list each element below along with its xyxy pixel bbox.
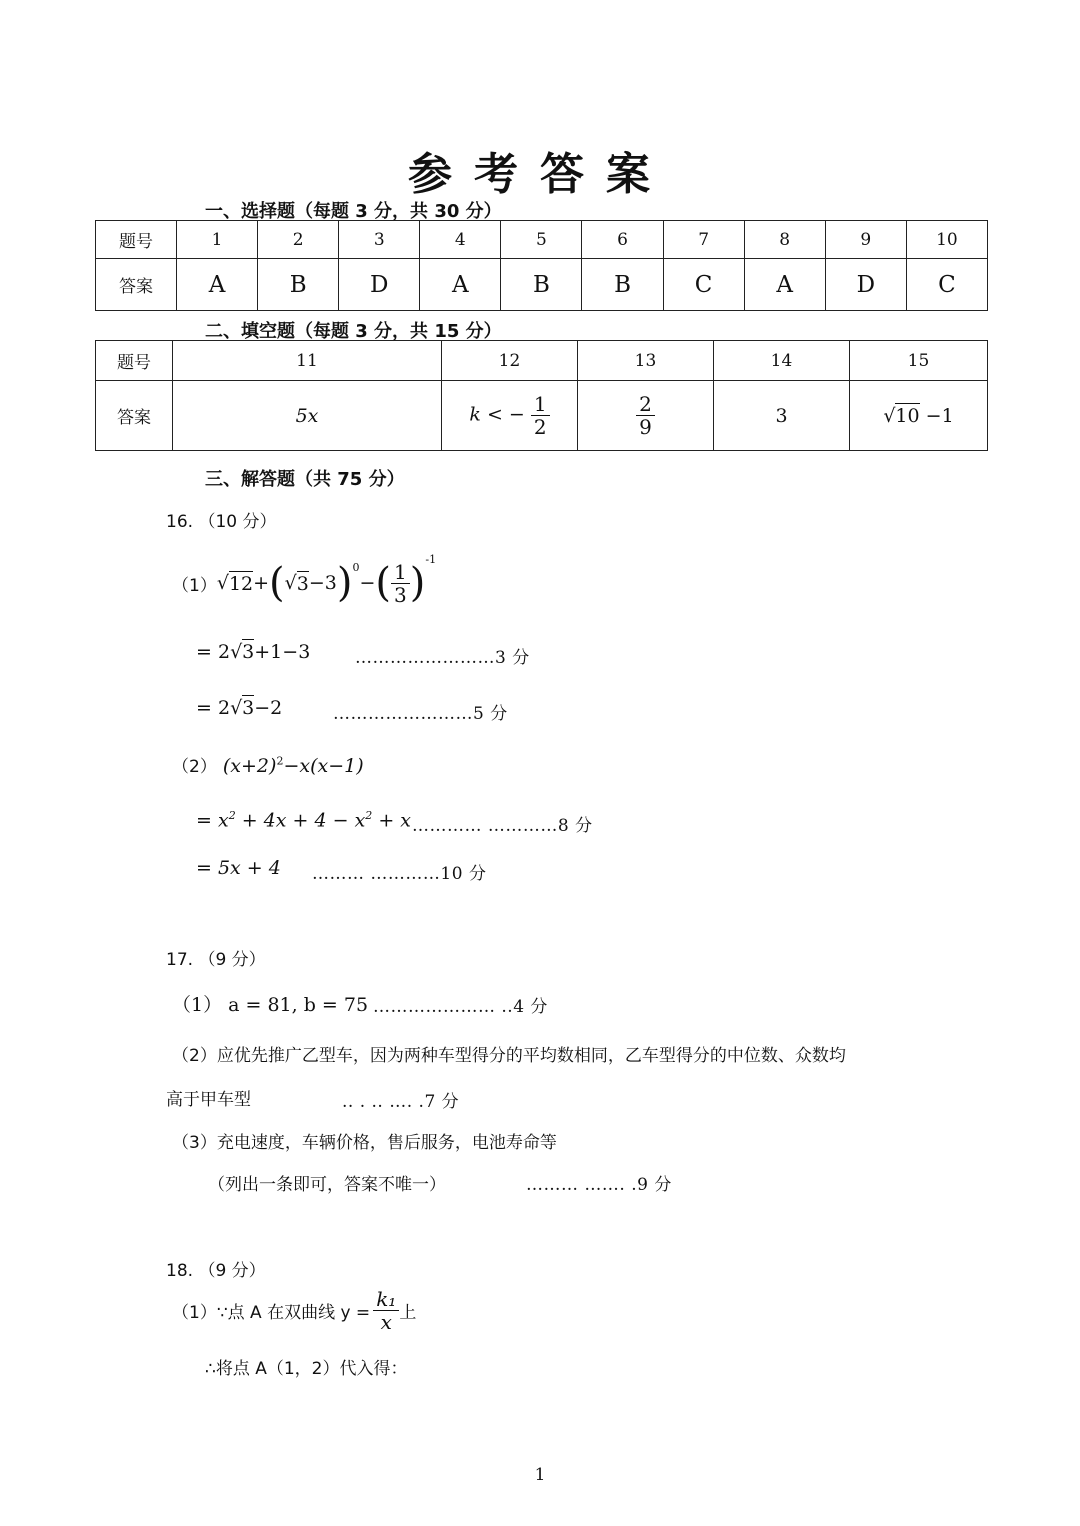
radicand: 3 [242,697,255,719]
page-title: 参考答案 [408,149,672,200]
question-number: 14 [714,341,850,381]
q17-heading: 17. （9 分） [166,950,266,970]
answer-cell-15: √10 −1 [850,381,988,451]
question-number: 7 [663,221,744,259]
question-number: 2 [258,221,339,259]
answer-cell: D [339,259,420,311]
question-number: 9 [825,221,906,259]
radicand: 3 [242,641,255,663]
q16-step4-score: ……… …………10 分 [312,864,487,884]
q16-part1-expression: （1） √ 12 + ( √ 3 −3 ) $^0$ − ( $\frac{1}{3}$ ) $^{-1}$ [172,553,437,607]
q17-part3: （3）充电速度，车辆价格，售后服务，电池寿命等 [172,1133,557,1153]
question-number: 8 [744,221,825,259]
q17-part2-continued: 高于甲车型 [166,1090,251,1110]
question-label: 题号 [96,221,177,259]
rest-expression: −x(x−1) [283,755,364,777]
numerator: k₁ [373,1288,399,1311]
radicand: 10 [895,404,920,427]
answer-label: 答案 [96,381,173,451]
fraction [391,561,410,606]
q17-part1: （1） a = 81, b = 75 [172,994,369,1016]
question-label: 题号 [96,341,173,381]
denominator: x [380,1310,392,1334]
section-solution-heading: 三、解答题（共 75 分） [205,469,405,490]
fill-answer-table [95,340,988,451]
answer-cell-11: 5x [173,381,442,451]
answer-cell: B [258,259,339,311]
q17-part3-score: ……… ……. .9 分 [526,1175,672,1195]
fill-answer-row [96,381,988,451]
q16-step2-score: ……………………5 分 [333,704,508,724]
question-number: 12 [442,341,578,381]
answer-12-prefix: k < − [469,403,525,426]
choice-answer-row [96,259,988,311]
step-suffix: −2 [254,697,283,719]
step-prefix: = 2 [196,697,231,719]
answer-cell: C [906,259,987,311]
answer-cell: A [420,259,501,311]
part-label: （1） [172,575,217,596]
q16-step3: = $x^2 + 4x + 4 - x^2 + x$ [196,809,412,832]
radicand: 12 [228,573,254,595]
q16-heading: 16. （10 分） [166,512,277,532]
answer-cell: B [501,259,582,311]
q17-part1-score: ………………… ..4 分 [373,997,548,1017]
answer-15-suffix: −1 [925,404,954,427]
q16-part2-expression [172,752,364,777]
q16-step1-score: ……………………3 分 [355,648,530,668]
denominator: 3 [394,582,407,607]
q16-step3-score: ………… …………8 分 [412,816,593,836]
fraction [531,393,550,438]
numerator: 1 [531,393,550,416]
question-number: 1 [177,221,258,259]
fraction [636,393,655,438]
section-choice-heading: 一、选择题（每题 3 分，共 30 分） [205,201,502,222]
q16-step2: = 2√3−2 [196,697,283,719]
q18-part1-text: （1）∵点 A 在双曲线 y = [172,1303,371,1323]
numerator: 2 [636,393,655,416]
q16-step1: = 2√3+1−3 [196,641,311,663]
part-label: （2） [172,757,217,777]
denominator: 2 [533,415,547,439]
term: + x [372,809,412,832]
choice-answer-table [95,220,988,311]
term: = x [196,809,229,832]
exponent: -1 [425,553,437,566]
question-number: 11 [173,341,442,381]
step-prefix: = 2 [196,641,231,663]
choice-question-row [96,221,988,259]
q17-part3-note: （列出一条即可，答案不唯一） [208,1175,446,1195]
numerator: 1 [391,561,410,584]
question-number: 5 [501,221,582,259]
radicand: 3 [296,573,309,595]
answer-cell-12 [442,381,578,451]
exponent: 0 [352,561,360,574]
question-number: 10 [906,221,987,259]
term: + 4x + 4 − x [235,809,366,832]
answer-cell-13 [578,381,714,451]
q18-heading: 18. （9 分） [166,1261,266,1281]
q18-part1 [172,1288,416,1333]
answer-cell: B [582,259,663,311]
q18-part1-step: ∴将点 A（1，2）代入得： [205,1359,408,1379]
answer-cell: A [177,259,258,311]
base-expression: (x+2) [222,755,277,777]
q16-step4: = 5x + 4 [196,857,281,879]
denominator: 9 [639,415,652,439]
fraction [373,1288,399,1333]
answer-cell: C [663,259,744,311]
fill-question-row [96,341,988,381]
step-suffix: +1−3 [254,641,311,663]
question-number: 13 [578,341,714,381]
answer-cell-14: 3 [714,381,850,451]
q18-part1-suffix: 上 [399,1303,417,1323]
question-number: 15 [850,341,988,381]
subtract-term: −3 [308,572,337,594]
question-number: 6 [582,221,663,259]
exponent: 2 [276,754,284,768]
question-number: 4 [420,221,501,259]
answer-label: 答案 [96,259,177,311]
question-number: 3 [339,221,420,259]
answer-cell: D [825,259,906,311]
answer-cell: A [744,259,825,311]
section-fill-heading: 二、填空题（每题 3 分，共 15 分） [205,321,502,342]
q17-part2-score: .. . .. …. .7 分 [342,1092,460,1112]
page-number: 1 [534,1465,546,1485]
q17-part2: （2）应优先推广乙型车，因为两种车型得分的平均数相同，乙车型得分的中位数、众数均 [172,1046,846,1066]
